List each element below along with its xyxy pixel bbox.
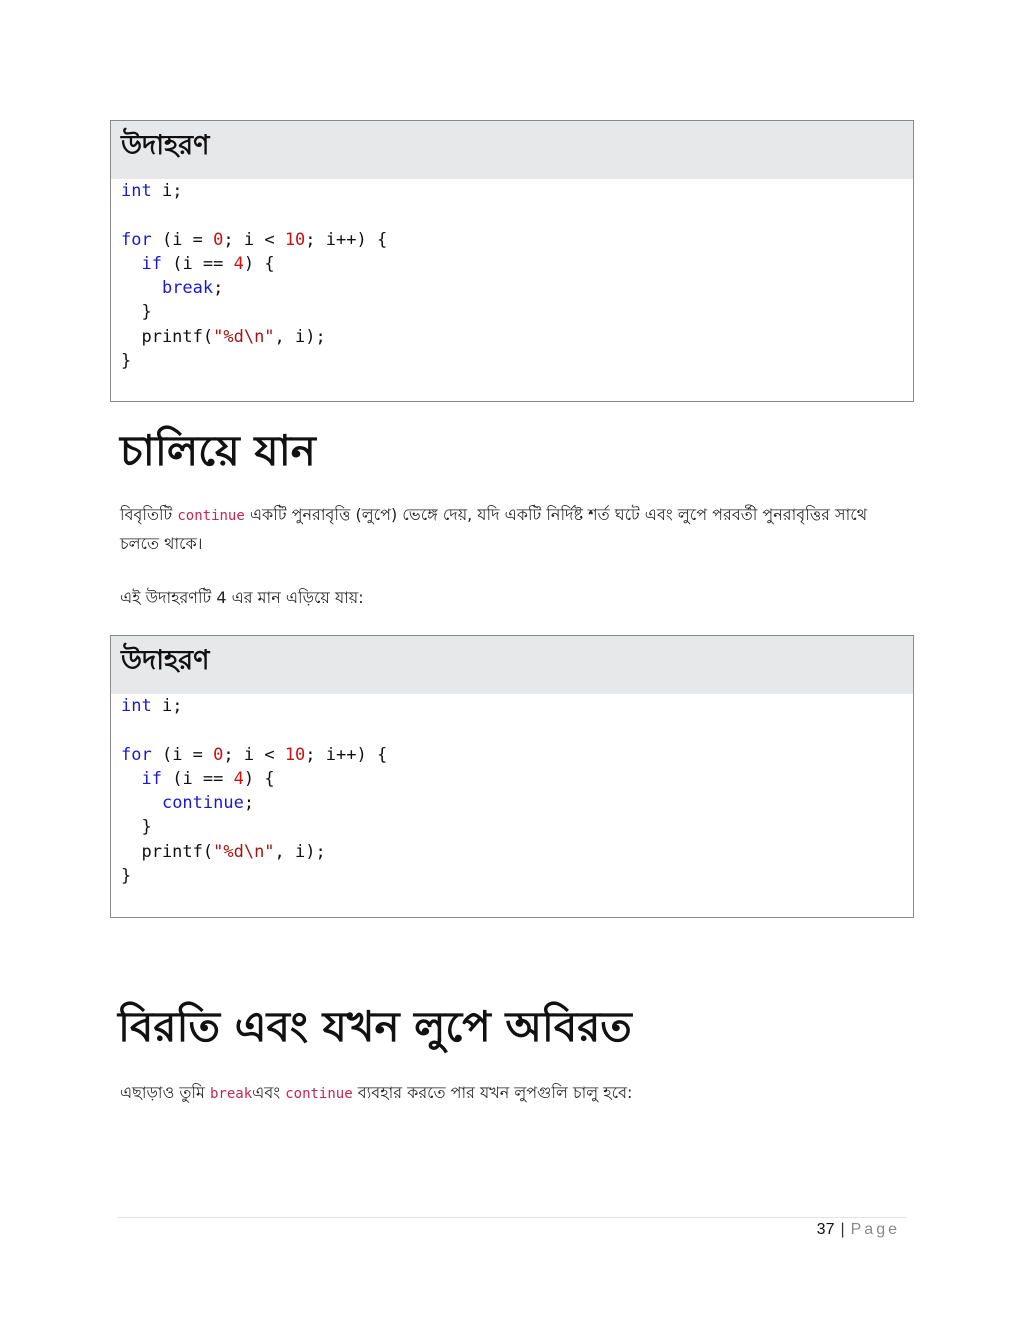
code-block-break [111, 179, 913, 373]
code-line-4: if (i == 4) { [141, 768, 275, 789]
inline-code-continue: continue [285, 1086, 353, 1102]
code-line-6: } [121, 302, 152, 323]
code-line-7: printf("%d\n", i); [121, 326, 326, 347]
example-box-continue [110, 635, 914, 918]
paragraph-continue-description: বিবৃতিটি continue একটি পুনরাবৃত্তি (লুপে) ভেঙ্গে দেয়, যদি একটি নির্দিষ্ট শর্ত ঘটে এবং লুপে পরবর্তী পুনরাবৃত্তির সাথে চলতে থাকে। [120, 505, 868, 553]
code-line-3: for (i = 0; i < 10; i++) { [121, 229, 388, 250]
footer-divider [118, 1217, 906, 1218]
code-line-1: int i; [121, 181, 183, 201]
paragraph-example-intro: এই উদাহরণটি 4 এর মান এড়িয়ে যায়: [120, 588, 364, 607]
page-number: 37 [816, 1221, 835, 1238]
code-line-4: if (i == 4) { [141, 253, 275, 274]
example-heading: উদাহরণ [111, 636, 913, 694]
example-heading: উদাহরণ [111, 121, 913, 179]
code-line-8: } [121, 866, 132, 887]
paragraph-while-loop: এছাড়াও তুমি breakএবং continue ব্যবহার করতে পার যখন লুপগুলি চালু হবে: [120, 1083, 633, 1102]
code-line-5: continue; [161, 793, 255, 814]
page-label: Page [850, 1221, 900, 1238]
inline-code-continue: continue [177, 508, 245, 524]
code-line-6: } [121, 817, 152, 838]
code-block-continue [111, 694, 913, 888]
inline-code-break: break [210, 1086, 253, 1102]
code-line-8: } [121, 351, 132, 372]
code-line-1: int i; [121, 696, 183, 716]
code-line-3: for (i = 0; i < 10; i++) { [121, 744, 388, 765]
section-title-continue: চালিয়ে যান [120, 426, 316, 475]
code-line-5: break; [161, 278, 224, 299]
section-title-while-loop: বিরতি এবং যখন লুপে অবিরত [118, 1002, 632, 1051]
page-footer [817, 1221, 900, 1239]
footer-separator: | [840, 1221, 845, 1238]
example-box-break [110, 120, 914, 402]
code-line-7: printf("%d\n", i); [121, 841, 326, 862]
